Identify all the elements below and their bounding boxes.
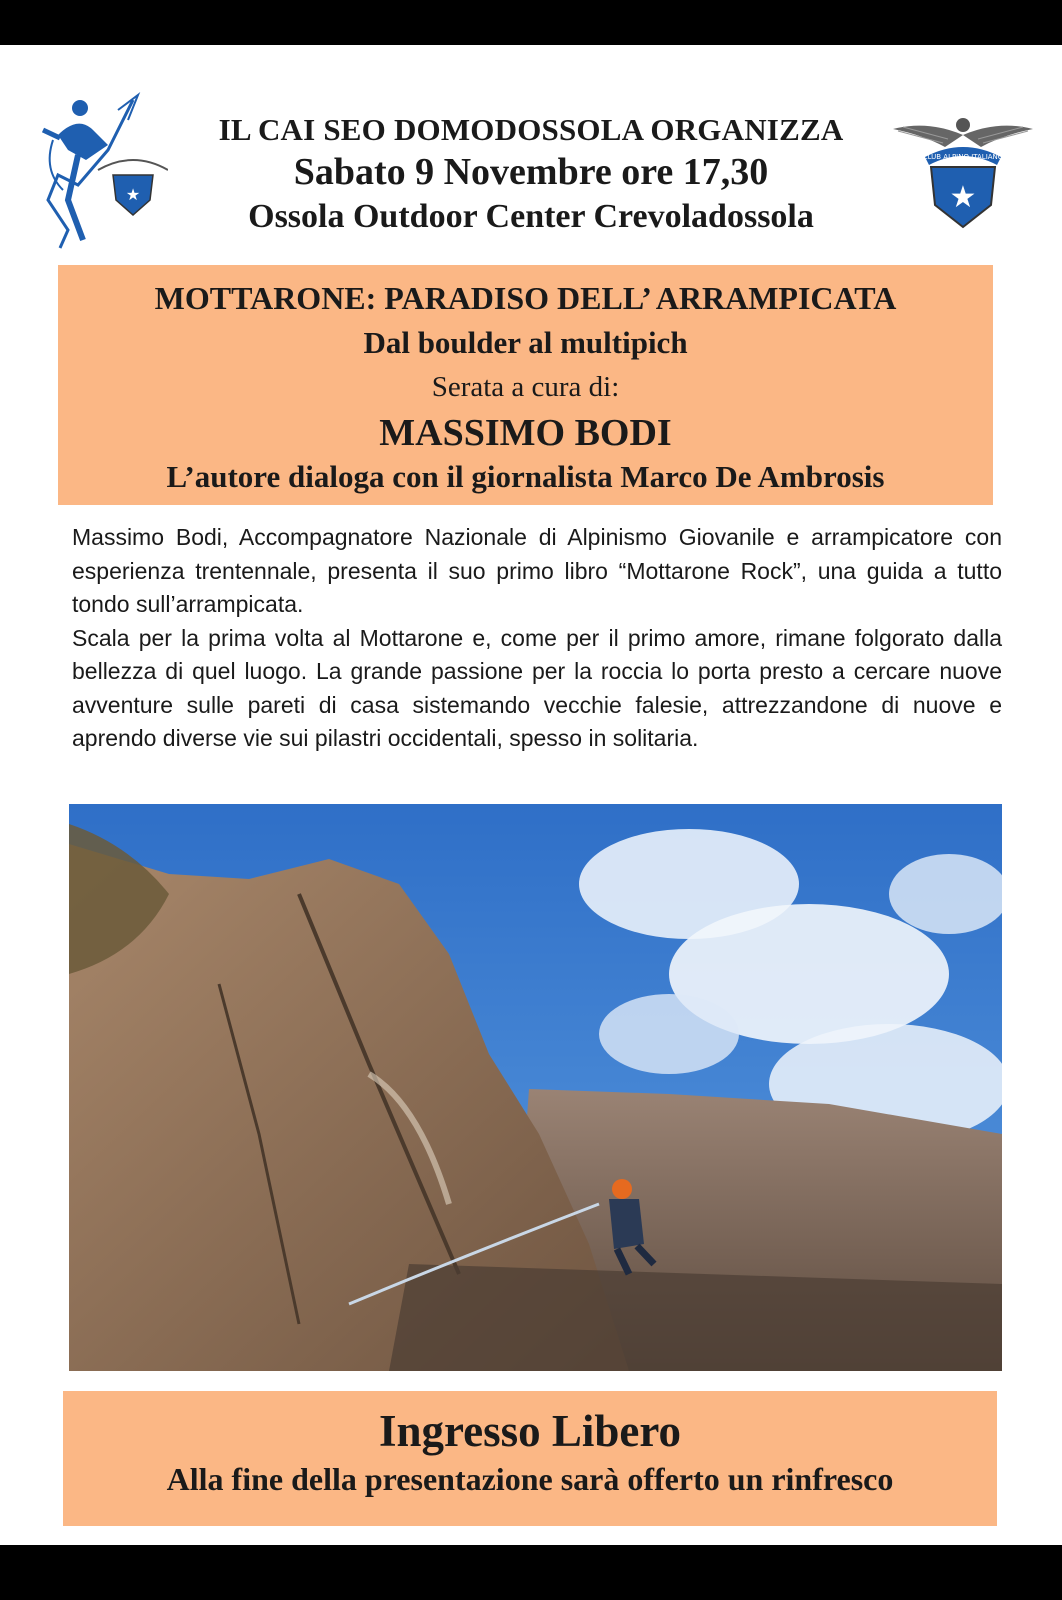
cai-eagle-emblem-icon bbox=[893, 115, 1033, 235]
curated-by-label: Serata a cura di: bbox=[431, 371, 620, 403]
speaker-name: MASSIMO BODI bbox=[379, 412, 672, 454]
refreshment-note: Alla fine della presentazione sarà offerto un rinfresco bbox=[166, 1461, 894, 1497]
event-info-band bbox=[58, 265, 993, 505]
admission-band bbox=[63, 1391, 997, 1526]
description-paragraph-2: Scala per la prima volta al Mottarone e, come per il primo amore, rimane folgorato dalla bellezza di quel luogo. La grande passione per la roccia lo porta presto a cercare nuove avventure sulle pareti di casa sistemando vecchie falesie, attrezzandone di nuove e aprendo diverse vie sui pilastri occidentali, spesso in solitaria. bbox=[72, 624, 1002, 751]
climber-logo-icon bbox=[38, 90, 168, 250]
climbing-photo bbox=[69, 804, 1002, 1371]
dialogue-line: L’autore dialoga con il giornalista Marco De Ambrosis bbox=[166, 459, 885, 494]
event-date-time: Sabato 9 Novembre ore 17,30 bbox=[293, 151, 769, 193]
svg-text:CLUB ALPINO ITALIANO: CLUB ALPINO ITALIANO bbox=[922, 153, 1004, 161]
organizer-line: IL CAI SEO DOMODOSSOLA ORGANIZZA bbox=[218, 112, 844, 147]
description-paragraph-1: Massimo Bodi, Accompagnatore Nazionale di Alpinismo Giovanile e arrampicatore con esperienza trentennale, presenta il suo primo libro “Mottarone Rock”, una guida a tutto tondo sull’arrampicata. bbox=[72, 524, 1002, 617]
description-text bbox=[72, 521, 1002, 756]
event-header bbox=[170, 111, 892, 239]
event-poster bbox=[0, 45, 1062, 1545]
admission-title: Ingresso Libero bbox=[378, 1406, 682, 1456]
svg-text:★: ★ bbox=[125, 185, 141, 204]
event-venue: Ossola Outdoor Center Crevoladossola bbox=[248, 198, 814, 235]
event-title: MOTTARONE: PARADISO DELL’ ARRAMPICATA bbox=[154, 280, 897, 316]
event-subtitle: Dal boulder al multipich bbox=[363, 325, 688, 360]
svg-text:★: ★ bbox=[949, 180, 977, 215]
